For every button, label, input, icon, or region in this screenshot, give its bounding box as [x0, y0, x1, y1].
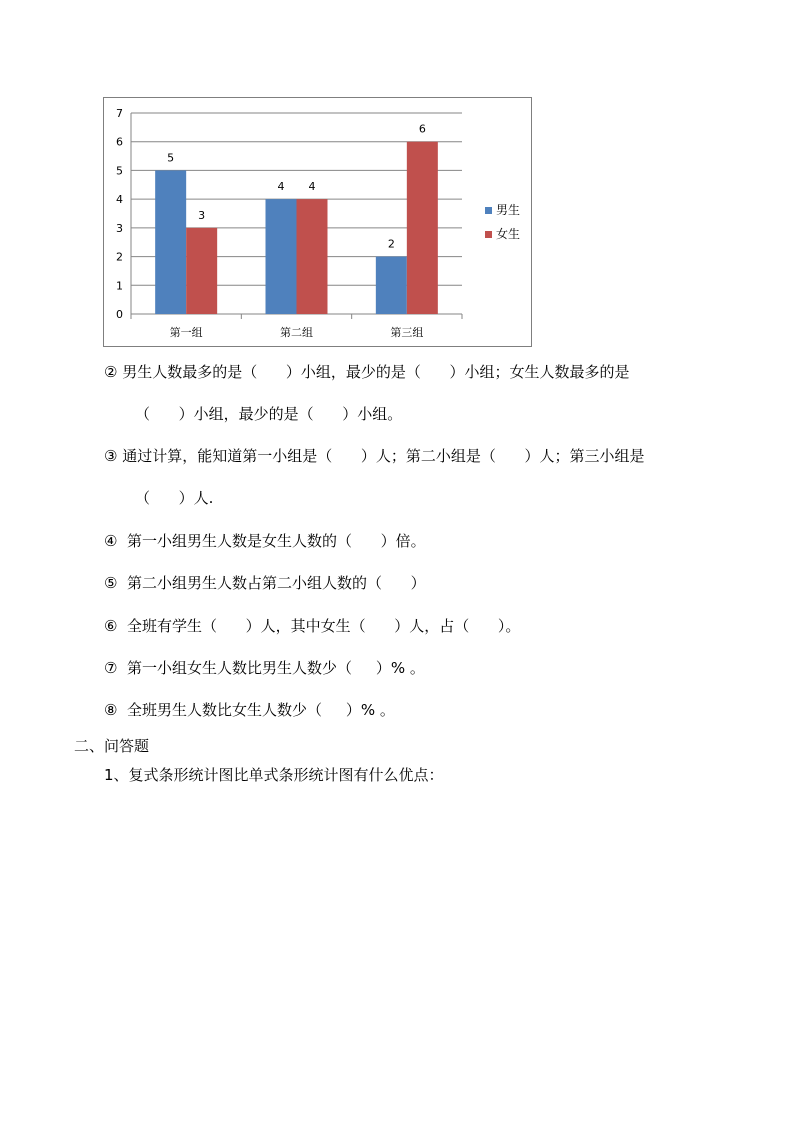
question-number: ④ [104, 532, 118, 550]
question-number: ⑥ [104, 617, 118, 635]
legend-swatch [485, 231, 492, 238]
essay-question-1: 1、复式条形统计图比单式条形统计图有什么优点： [104, 766, 444, 784]
question-text: 通过计算，能知道第一小组是（ ）人；第二小组是（ ）人；第三小组是 [117, 447, 645, 465]
bar [297, 199, 328, 314]
bar-chart [103, 97, 532, 347]
y-tick-label: 7 [116, 107, 123, 120]
section-title: 二、问答题 [74, 737, 150, 755]
x-tick-label: 第一组 [169, 326, 203, 339]
question-3-line-2 [135, 488, 213, 508]
question-number: ⑦ [104, 659, 118, 677]
data-label: 5 [167, 151, 175, 165]
x-tick-label: 第三组 [390, 326, 424, 339]
y-tick-label: 0 [116, 308, 123, 321]
bar [186, 228, 217, 314]
question-text: （ ）小组，最少的是（ ）小组。 [135, 405, 403, 423]
bar-chart-svg [104, 98, 533, 348]
legend-label: 男生 [496, 203, 521, 217]
x-tick-label: 第二组 [280, 326, 313, 339]
y-tick-label: 2 [116, 250, 123, 264]
data-label: 6 [418, 122, 426, 136]
question-2-line-2 [135, 404, 402, 424]
question-3-line-1 [104, 446, 644, 466]
question-number: ② [104, 363, 118, 381]
bar [155, 170, 186, 314]
legend-label: 女生 [496, 227, 521, 241]
y-tick-label: 1 [116, 279, 123, 293]
question-text: 第一小组女生人数比男生人数少（ ）% 。 [117, 659, 425, 677]
question-number: ⑤ [104, 574, 118, 592]
question-text: 男生人数最多的是（ ）小组，最少的是（ ）小组；女生人数最多的是 [117, 363, 630, 381]
legend-swatch [485, 207, 492, 214]
question-2-line-1 [104, 362, 629, 382]
question-text: 第二小组男生人数占第二小组人数的（ ） [117, 574, 426, 592]
question-8 [104, 700, 395, 720]
data-label: 4 [308, 180, 316, 194]
question-text: 第一小组男生人数是女生人数的（ ）倍。 [117, 532, 426, 550]
question-7 [104, 658, 425, 678]
question-text: （ ）人. [135, 489, 214, 507]
bar [266, 199, 297, 314]
question-text: 全班有学生（ ）人，其中女生（ ）人，占（ ）。 [117, 617, 521, 635]
data-label: 3 [198, 208, 206, 222]
y-tick-label: 3 [116, 221, 123, 235]
bar [376, 257, 407, 314]
bar [407, 142, 438, 314]
question-4 [104, 531, 426, 551]
question-number: ③ [104, 447, 118, 465]
question-6 [104, 616, 520, 636]
question-text: 全班男生人数比女生人数少（ ）% 。 [117, 701, 395, 719]
data-label: 4 [277, 180, 285, 194]
y-tick-label: 4 [116, 193, 123, 207]
y-tick-label: 6 [116, 135, 123, 149]
question-5 [104, 573, 426, 593]
y-tick-label: 5 [116, 164, 123, 178]
question-number: ⑧ [104, 701, 118, 719]
data-label: 2 [387, 237, 395, 251]
